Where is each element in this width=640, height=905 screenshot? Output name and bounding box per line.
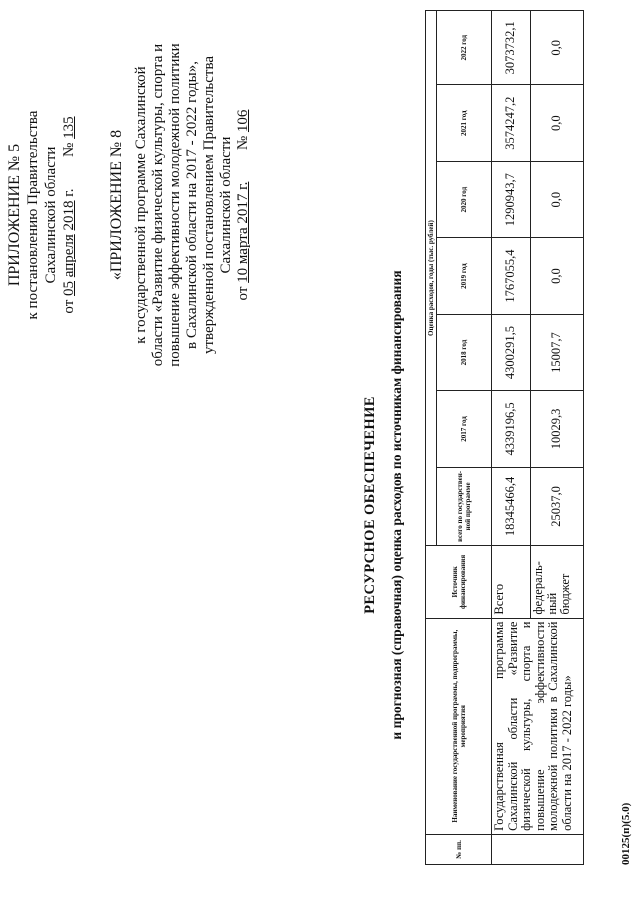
header-2020: 2020 год [437, 161, 492, 237]
appendix-8-date-line [235, 35, 252, 375]
appendix-8-block [108, 35, 252, 375]
header-2022: 2022 год [437, 11, 492, 86]
table-header-row-1 [426, 11, 437, 865]
footer-code: 00125(п)(5.0) [620, 802, 632, 865]
appendix-5-date-year: 2018 [61, 200, 77, 231]
header-2018: 2018 год [437, 314, 492, 390]
appendix-8-from-label: от [235, 286, 251, 301]
header-estimate-group: Оценка расходов, годы (тыс. рублей) [426, 11, 437, 546]
appendix-8-line-4: в Сахалинской области на 2017 - 2022 годы», [184, 61, 200, 349]
header-2017: 2017 год [437, 391, 492, 467]
header-name: Наименование государственной программы, подпрограммы, мероприятия [426, 618, 492, 834]
cell-program-name: Государственная программа Сахалинской области «Развитие физической культуры, спорта и повышение эффективности молодежной политики в Сахалинской области на 2017 - 2022 годы» [492, 618, 584, 834]
header-2021: 2021 год [437, 85, 492, 161]
cell-2018: 4300291,5 [492, 314, 531, 390]
appendix-8-line-3: повышение эффективности молодежной политики [167, 43, 183, 367]
cell-num [492, 834, 584, 864]
header-source: Источник финансирования [426, 546, 492, 618]
cell-2019: 1767055,4 [492, 238, 531, 314]
appendix-5-date-month: апреля [61, 234, 77, 278]
appendix-5-number: 135 [61, 116, 77, 139]
table-row [492, 11, 531, 865]
appendix-5-year-suffix: г. [61, 188, 77, 197]
appendix-5-number-label: № [61, 142, 77, 157]
document-title: РЕСУРСНОЕ ОБЕСПЕЧЕНИЕ [362, 396, 378, 614]
header-num: № пп. [426, 834, 492, 864]
cell-2022: 0,0 [531, 11, 584, 86]
appendix-8-title: «ПРИЛОЖЕНИЕ № 8 [108, 129, 125, 281]
appendix-8-line-1: к государственной программе Сахалинской [133, 66, 149, 344]
cell-2017: 4339196,5 [492, 391, 531, 467]
appendix-8-line-5: утвержденной постановлением Правительства [201, 55, 217, 355]
cell-2020: 0,0 [531, 161, 584, 237]
appendix-8-number: 106 [235, 109, 251, 133]
cell-total: 25037,0 [531, 467, 584, 545]
cell-source: федераль-ный бюджет [531, 546, 584, 618]
cell-source: Всего [492, 546, 531, 618]
header-total: всего по государствен-ной программе [437, 467, 492, 545]
appendix-5-line-1: к постановлению Правительства [25, 110, 41, 320]
appendix-5-block [6, 55, 78, 375]
document-heading [362, 145, 405, 865]
appendix-5-line-2: Сахалинской области [43, 146, 59, 284]
appendix-8-date: 10 марта 2017 г. [235, 181, 251, 283]
appendix-8-line-2: области «Развитие физической культуры, спорта и [150, 43, 166, 367]
cell-2018: 15007,7 [531, 314, 584, 390]
appendix-8-line-6: Сахалинской области [218, 136, 234, 274]
header-2019: 2019 год [437, 238, 492, 314]
appendix-5-date-day: 05 [61, 280, 77, 296]
resource-table [425, 10, 584, 865]
cell-2017: 10029,3 [531, 391, 584, 467]
cell-2022: 3073732,1 [492, 11, 531, 86]
cell-total: 18345466,4 [492, 467, 531, 545]
appendix-5-from-label: от [61, 299, 77, 314]
cell-2020: 1290943,7 [492, 161, 531, 237]
document-subtitle: и прогнозная (справочная) оценка расходов по источникам финансирования [389, 270, 404, 740]
cell-2019: 0,0 [531, 238, 584, 314]
cell-2021: 3574247,2 [492, 85, 531, 161]
cell-2021: 0,0 [531, 85, 584, 161]
appendix-8-number-label: № [235, 135, 251, 151]
appendix-5-title: ПРИЛОЖЕНИЕ № 5 [6, 143, 23, 287]
appendix-5-date-line [60, 55, 78, 375]
